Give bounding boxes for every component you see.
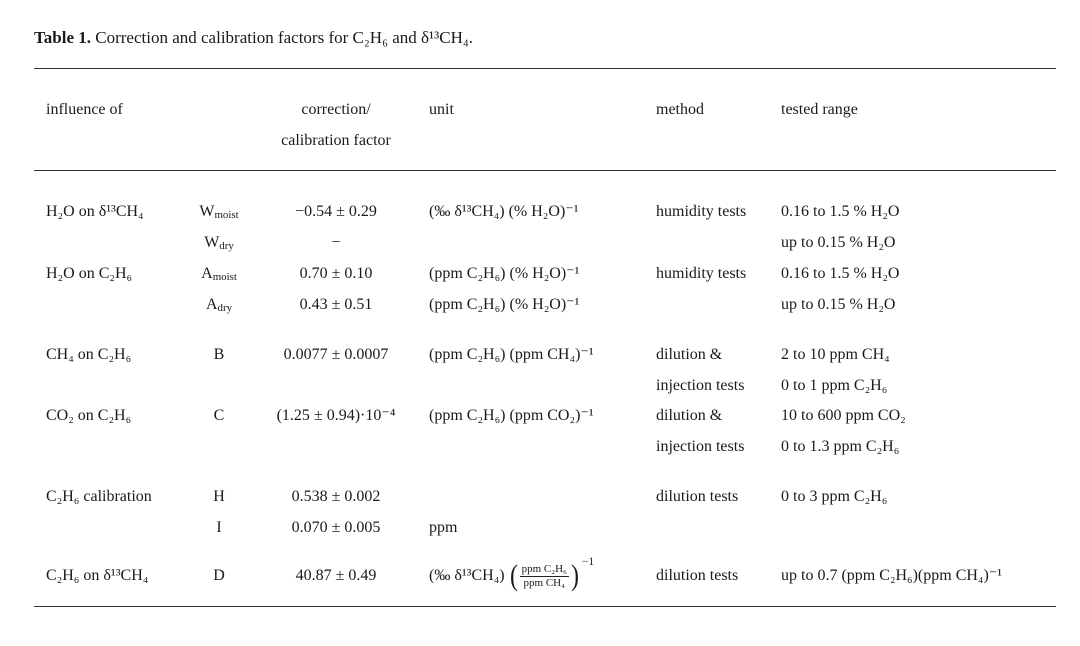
cell-influence: CH₄ on C₂H₆ (46, 346, 132, 363)
symbol-subscript: moist (214, 209, 239, 222)
cell-method: humidity tests (656, 265, 747, 282)
cell-range: 0 to 3 ppm C₂H₆ (781, 488, 888, 505)
header-method: method (656, 101, 704, 118)
symbol-letter: A (201, 265, 213, 282)
cell-symbol (213, 566, 225, 586)
cell-unit (429, 345, 594, 365)
cell-method: injection tests (656, 438, 745, 455)
header-unit: unit (429, 101, 454, 118)
symbol-letter: W (204, 234, 220, 251)
cell-factor: 0.538 ± 0.002 (291, 488, 381, 505)
unit-text: (ppm C₂H₆) (ppm CO₂)⁻¹ (429, 407, 594, 424)
cell-influence: C₂H₆ on δ¹³CH₄ (46, 567, 149, 584)
fraction-numerator: ppm C₂H₆ (521, 562, 567, 575)
cell-factor: 0.070 ± 0.005 (291, 519, 381, 536)
cell-method: dilution tests (656, 488, 739, 505)
fraction (520, 563, 569, 590)
cell-unit (429, 518, 457, 538)
cell-unit (429, 202, 579, 222)
cell-influence: C₂H₆ calibration (46, 488, 152, 505)
table-caption (34, 28, 473, 48)
unit-text: (‰ δ¹³CH₄) (429, 567, 505, 584)
cell-method: dilution & (656, 346, 723, 363)
cell-factor: (1.25 ± 0.94)·10⁻⁴ (276, 407, 396, 424)
cell-unit (429, 295, 579, 315)
cell-method: dilution tests (656, 567, 739, 584)
cell-factor: − (331, 234, 341, 251)
symbol-subscript: moist (212, 271, 237, 284)
unit-text: ppm (429, 519, 458, 536)
symbol-letter: W (199, 203, 215, 220)
cell-influence: CO₂ on C₂H₆ (46, 407, 132, 424)
cell-symbol (213, 487, 225, 507)
cell-range: 0.16 to 1.5 % H₂O (781, 203, 900, 220)
cell-unit (429, 556, 594, 596)
cell-range: 0 to 1 ppm C₂H₆ (781, 377, 888, 394)
open-paren: ( (509, 559, 518, 593)
unit-fraction (509, 556, 595, 596)
symbol-letter: C (213, 407, 225, 424)
cell-range: up to 0.15 % H₂O (781, 296, 896, 313)
symbol-letter: D (213, 567, 225, 584)
cell-symbol (201, 264, 237, 287)
symbol-letter: A (205, 296, 218, 313)
cell-range: up to 0.7 (ppm C₂H₆)(ppm CH₄)⁻¹ (781, 567, 1003, 584)
cell-range: 10 to 600 ppm CO₂ (781, 407, 906, 424)
header-factor-line2: calibration factor (281, 132, 391, 149)
bottom-rule (34, 606, 1056, 607)
cell-range: 0 to 1.3 ppm C₂H₆ (781, 438, 900, 455)
header-influence: influence of (46, 101, 123, 118)
symbol-subscript: dry (217, 302, 233, 315)
cell-method: humidity tests (656, 203, 747, 220)
cell-unit (429, 406, 594, 426)
fraction-exponent: −1 (581, 556, 595, 569)
cell-symbol (216, 518, 221, 538)
header-factor-line1: correction/ (301, 101, 371, 118)
symbol-letter: I (216, 519, 222, 536)
cell-method: injection tests (656, 377, 745, 394)
caption-text: Correction and calibration factors for C₂H₆ and δ¹³CH₄. (95, 28, 474, 47)
cell-factor: 40.87 ± 0.49 (295, 567, 377, 584)
unit-text: (ppm C₂H₆) (% H₂O)⁻¹ (429, 265, 580, 282)
cell-symbol (214, 345, 225, 365)
cell-range: 0.16 to 1.5 % H₂O (781, 265, 900, 282)
cell-range: 2 to 10 ppm CH₄ (781, 346, 890, 363)
top-rule (34, 68, 1056, 69)
cell-method: dilution & (656, 407, 723, 424)
unit-text: (ppm C₂H₆) (% H₂O)⁻¹ (429, 296, 580, 313)
symbol-letter: B (213, 346, 225, 363)
header-range: tested range (781, 101, 858, 118)
symbol-letter: H (213, 488, 225, 505)
cell-factor: 0.43 ± 0.51 (299, 296, 373, 313)
cell-symbol (199, 202, 238, 225)
cell-factor: 0.70 ± 0.10 (299, 265, 373, 282)
cell-influence: H₂O on δ¹³CH₄ (46, 203, 144, 220)
cell-range: up to 0.15 % H₂O (781, 234, 896, 251)
cell-influence: H₂O on C₂H₆ (46, 265, 133, 282)
cell-unit (429, 264, 579, 284)
cell-symbol (206, 295, 232, 318)
cell-symbol (204, 233, 234, 256)
caption-label: Table 1. (34, 28, 92, 47)
unit-text: (‰ δ¹³CH₄) (% H₂O)⁻¹ (429, 203, 579, 220)
close-paren: ) (570, 559, 579, 593)
cell-factor: −0.54 ± 0.29 (295, 203, 377, 220)
unit-text: (ppm C₂H₆) (ppm CH₄)⁻¹ (429, 346, 594, 363)
cell-factor: 0.0077 ± 0.0007 (283, 346, 389, 363)
header-rule (34, 170, 1056, 171)
cell-symbol (214, 406, 225, 426)
symbol-subscript: dry (219, 240, 234, 253)
fraction-denominator: ppm CH₄ (523, 576, 565, 589)
